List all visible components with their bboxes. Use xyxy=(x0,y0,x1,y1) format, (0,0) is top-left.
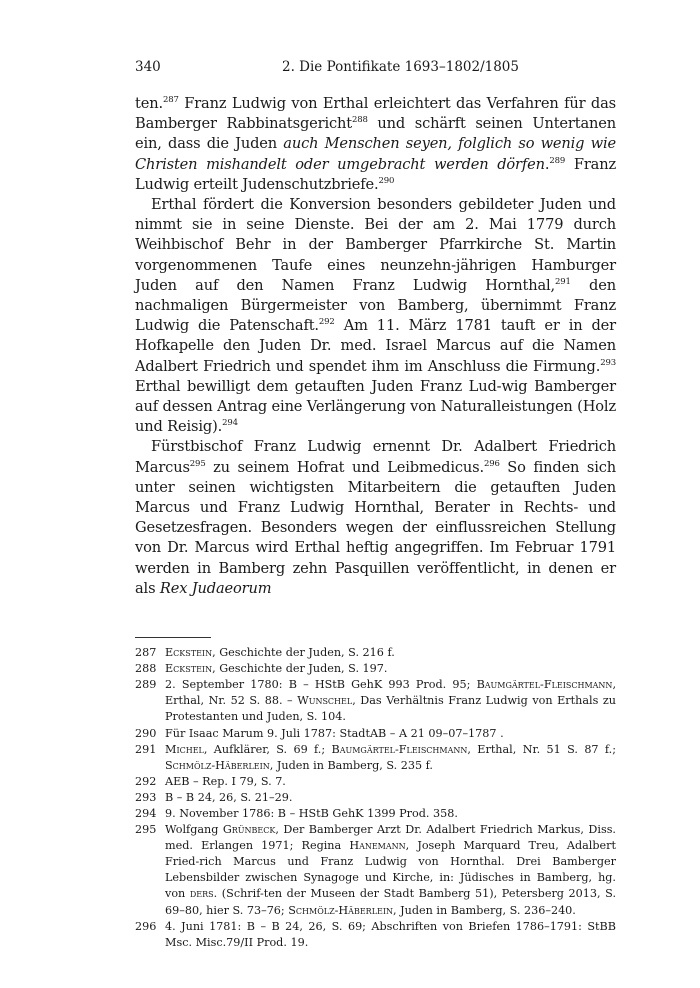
text-run: , Geschichte der Juden, S. 216 f. xyxy=(212,646,395,660)
author-name: Eckstein xyxy=(165,646,213,660)
footnote-number: 293 xyxy=(135,790,157,804)
text-run: Franz Ludwig von Erthal erleichtert das Verfahren für das Bamberger Rabbinatsgericht xyxy=(135,95,616,133)
text-run: . xyxy=(544,155,550,173)
footnote-288 xyxy=(135,661,616,677)
footnote-text xyxy=(165,774,616,790)
text-run: , Erthal, Nr. 51 S. 87 f.; xyxy=(467,742,616,756)
author-name: Hanemann xyxy=(349,839,406,853)
footnote-293 xyxy=(135,790,616,806)
running-title: 2. Die Pontifikate 1693–1802/1805 xyxy=(281,59,519,75)
footnote-289 xyxy=(135,677,616,725)
footnote-number: 294 xyxy=(135,807,157,821)
text-run: Wolfgang xyxy=(165,823,223,837)
text-run: . (Schrif-ten der Museen der Stadt Bamberg 51), Petersberg 2013, S. 69–80, hier S. 73–76; xyxy=(165,887,617,917)
footnote-287 xyxy=(135,645,616,661)
footnote-292 xyxy=(135,774,616,790)
footnote-text xyxy=(165,742,616,774)
footnote-number: 290 xyxy=(135,726,157,740)
footnote-text xyxy=(165,919,616,951)
footnote-number: 291 xyxy=(135,742,157,756)
author-name: Eckstein xyxy=(165,662,213,676)
footnote-text xyxy=(165,661,616,677)
author-name: Michel xyxy=(165,742,204,756)
main-text xyxy=(135,94,616,599)
footnote-number: 296 xyxy=(135,919,157,933)
text-run: , Juden in Bamberg, S. 236–240. xyxy=(393,903,576,917)
footnote-ref-294[interactable]: 294 xyxy=(222,418,238,429)
text-run: 2. September 1780: B – HStB GehK 993 Prod. 95; xyxy=(165,678,477,692)
text-run: , Geschichte der Juden, S. 197. xyxy=(212,662,388,676)
footnote-ref-292[interactable]: 292 xyxy=(318,317,335,328)
footnote-ref-293[interactable]: 293 xyxy=(600,357,616,368)
footnote-text xyxy=(165,822,616,919)
footnote-number: 289 xyxy=(135,678,157,692)
text-run: , Erthal, Nr. 52 S. 88. – xyxy=(165,678,616,708)
author-name: Wunschel xyxy=(297,694,353,708)
text-run: Erthal fördert die Konversion besonders gebildeter Juden und nimmt sie in seine Dienste. Bei der am 2. Mai 1779 durch Weihbischof Behr in der Bamberger Pfarrkirche St. Martin vorgenommenen Taufe eines neunzehn-jährigen Hamburger Juden auf den Namen Franz Ludwig Hornthal, xyxy=(135,196,616,294)
author-name: Schmölz-Häberlein xyxy=(288,903,394,917)
footnote-296 xyxy=(135,919,616,951)
text-run: den nachmaligen Bürgermeister von Bamberg, übernimmt Franz Ludwig die Patenschaft. xyxy=(135,276,616,335)
footnote-ref-291[interactable]: 291 xyxy=(555,276,571,287)
footnote-text xyxy=(165,806,616,822)
footnote-text xyxy=(165,790,616,806)
text-run: So finden sich unter seinen wichtigsten Mitarbeitern die getauften Juden Marcus und Franz Ludwig Hornthal, Berater in Rechts- und Gesetzesfragen. Besonders wegen der einflussreichen Stellung von Dr. Marcus wird Erthal heftig angegriffen. Im Februar 1791 werden in Bamberg zehn Pasquillen veröffentlicht, in denen er als xyxy=(135,458,616,597)
text-run: zu seinem Hofrat und Leibmedicus. xyxy=(205,458,484,476)
footnote-ref-290[interactable]: 290 xyxy=(378,175,395,186)
running-header xyxy=(135,58,616,76)
author-name: Grünbeck xyxy=(222,823,276,837)
text-run: 4. Juni 1781: B – B 24, 26, S. 69; Abschriften von Briefen 1786–1791: StBB Msc. Misc.79/II Prod. 19. xyxy=(165,919,616,949)
text-run: AEB – Rep. I 79, S. 7. xyxy=(165,774,286,788)
page-number: 340 xyxy=(135,59,161,75)
footnote-number: 292 xyxy=(135,774,157,788)
footnote-text xyxy=(165,645,616,661)
author-name: Baumgärtel-Fleischmann xyxy=(331,742,468,756)
text-run: Franz Ludwig erteilt Judenschutzbriefe. xyxy=(135,155,616,193)
text-run: Fürstbischof Franz Ludwig ernennt Dr. Adalbert Friedrich Marcus xyxy=(135,438,616,476)
text-run: B – B 24, 26, S. 21–29. xyxy=(165,790,293,804)
book-page xyxy=(135,58,616,951)
footnote-number: 295 xyxy=(135,823,157,837)
footnote-ref-288[interactable]: 288 xyxy=(351,115,368,126)
footnote-number: 287 xyxy=(135,646,157,660)
footnote-290 xyxy=(135,726,616,742)
text-run: , Aufklärer, S. 69 f.; xyxy=(203,742,332,756)
footnote-ref-289[interactable]: 289 xyxy=(549,155,566,166)
footnote-291 xyxy=(135,742,616,774)
text-run: Für Isaac Marum 9. Juli 1787: StadtAB – A 21 09–07–1787 . xyxy=(165,726,504,740)
italic-term: Rex Judaeorum xyxy=(159,579,272,597)
paragraph-1 xyxy=(135,94,616,195)
text-run: 9. November 1786: B – HStB GehK 1399 Prod. 358. xyxy=(165,807,458,821)
text-run: Erthal bewilligt dem getauften Juden Franz Lud-wig Bamberger auf dessen Antrag eine Verlängerung von Naturalleistungen (Holz und Reisig). xyxy=(135,377,616,436)
paragraph-2 xyxy=(135,195,616,437)
footnote-text xyxy=(165,726,616,742)
text-run: und schärft seinen Untertanen ein, dass die Juden xyxy=(135,115,616,153)
footnote-text xyxy=(165,677,616,725)
text-run: , Joseph Marquard Treu, Adalbert Fried-rich Marcus und Franz Ludwig von Hornthal. Drei Bamberger Lebensbilder zwischen Synagoge und Kirche, in: Jüdisches in Bamberg, hg. von xyxy=(165,839,616,901)
text-run: ten. xyxy=(135,95,163,112)
footnote-294 xyxy=(135,806,616,822)
text-run: Am 11. März 1781 tauft er in der Hofkapelle den Juden Dr. med. Israel Marcus auf die Namen Adalbert Friedrich und spendet ihm im Anschluss die Firmung. xyxy=(135,317,616,375)
author-name: Baumgärtel-Fleischmann xyxy=(476,678,613,692)
text-run: , Juden in Bamberg, S. 235 f. xyxy=(269,758,433,772)
footnote-295 xyxy=(135,822,616,919)
footnote-ref-295[interactable]: 295 xyxy=(189,458,206,469)
footnote-number: 288 xyxy=(135,662,157,676)
footnote-separator xyxy=(135,637,211,638)
paragraph-3 xyxy=(135,437,616,599)
author-name: Schmölz-Häberlein xyxy=(165,758,270,772)
footnote-ref-287[interactable]: 287 xyxy=(162,95,179,105)
text-run: , Das Verhältnis Franz Ludwig von Erthals zu Protestanten und Juden, S. 104. xyxy=(165,694,616,724)
footnotes xyxy=(135,645,616,951)
text-run: , Der Bamberger Arzt Dr. Adalbert Friedrich Markus, Diss. med. Erlangen 1971; Regina xyxy=(165,823,616,853)
author-name: ders xyxy=(189,887,214,901)
italic-quote: auch Menschen seyen, folglich so wenig wie Christen mishandelt oder umgebracht werden dörfen xyxy=(135,135,616,173)
footnote-ref-296[interactable]: 296 xyxy=(483,458,500,469)
